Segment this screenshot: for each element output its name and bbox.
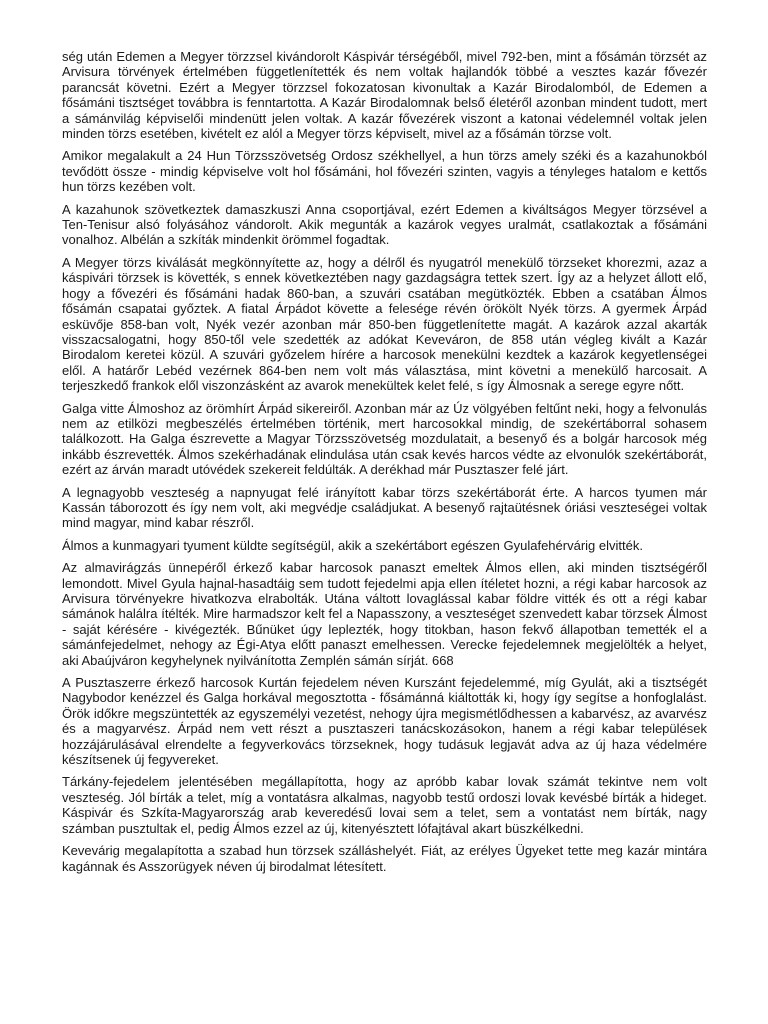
- paragraph: A Megyer törzs kiválását megkönnyítette az, hogy a délről és nyugatról menekülő törzseket khorezmi, azaz a káspivári törzsek is követték, s ennek következtében nagy gazdagságra tettek szert. Így az a helyzet állott elő, hogy a fővezéri és fősámáni hadak 860-ban, a szuvári csatában megütközték. Ebben a csatában Álmos fősámán csapatai győztek. A fiatal Árpádot követte a felesége révén örökölt Nyék törzs. A gyermek Árpád esküvője 858-ban volt, Nyék vezér azonban már 850-ben függetlenítette magát. A kazárok azzal akarták visszacsalogatni, hogy 850-től vele szedették az adókat Keveváron, de 858 után végleg kivált a Kazár Birodalom keretei közül. A szuvári győzelem hírére a harcosok menekülni kezdtek a kazárok kegyetlenségei elől. A határőr Lebéd vezérnek 864-ben nem volt más választása, mint követni a menekülő harcosait. A terjeszkedő frankok elől viszonzásként az avarok menekültek kelet felé, s így Álmosnak a serege egyre nőtt.: [62, 254, 707, 394]
- document-page: [62, 49, 707, 881]
- paragraph: Álmos a kunmagyari tyument küldte segítségül, akik a szekértábort egészen Gyulafehérvárig elvitték.: [62, 537, 643, 553]
- paragraph: A legnagyobb veszteség a napnyugat felé irányított kabar törzs szekértáborát érte. A harcos tyumen már Kassán táborozott és így nem volt, aki megvédje családjukat. A besenyő rajtaütésnek óriási veszteségei voltak mind magyar, mind kabar részről.: [62, 484, 707, 531]
- paragraph: Tárkány-fejedelem jelentésében megállapította, hogy az apróbb kabar lovak számát tekintve nem volt veszteség. Jól bírták a telet, míg a vontatásra alkalmas, nagyobb testű ordoszi lovak kevésbé bírták a hideget. Káspivár és Szkíta-Magyarország arab keveredésű lovai sem a telet, sem a vontatást nem bírták, nagy számban pusztultak el, pedig Álmos ezzel az új, kitenyésztett lófajtával akart büszkélkedni.: [62, 774, 707, 836]
- paragraph: Az almavirágzás ünnepéről érkező kabar harcosok panaszt emeltek Álmos ellen, aki minden tisztségéről lemondott. Mivel Gyula hajnal-hasadtáig sem tudott fejedelmi apja ellen ítéletet hozni, a régi kabar harcosok az Arvisura törvényekre hivatkozva elrabolták. Utána váltott lovaglással kabar földre vitték és ott a régi kabar sámánok halálra ítélték. Mire harmadszor kelt fel a Napasszony, a veszteséget szenvedett kabar törzsek Álmost - saját kérésére - kivégezték. Bűnüket úgy leplezték, hogy titokban, hason fekvő állapotban temették el a sámánfejedelmet, nehogy az Égi-Atya előtt panaszt emelhessen. Verecke fejedelemnek megjelölték a helyet, aki Abaújváron kegyhelynek nyilvánította Zemplén sámán sírját. 668: [62, 560, 707, 668]
- paragraph: ség után Edemen a Megyer törzzsel kivándorolt Káspivár térségéből, mivel 792-ben, mint a fősámán törzsét az Arvisura törvények értelmében függetlenítették és nem voltak hajlandók többé a vesztes kazár fővezér parancsát követni. Ezért a Megyer törzzsel fokozatosan kivonultak a Kazár Birodalomból, de Edemen a fősámáni tisztséget továbbra is fenntartotta. A Kazár Birodalomnak belső életéről azonban mindent tudott, mert a sámánvilág képviselői mindenütt jelen voltak. A kazár fővezérek viszont a katonai védelemnél voltak jelen minden törzs esetében, kivételt ez alól a Megyer törzs képviselt, mivel az a fősámán törzse volt.: [62, 49, 707, 142]
- paragraph: Kevevárig megalapította a szabad hun törzsek szálláshelyét. Fiát, az erélyes Ügyeket tette meg kazár mintára kagánnak és Asszorügyek néven új birodalmat létesített.: [62, 843, 707, 874]
- paragraph: A kazahunok szövetkeztek damaszkuszi Anna csoportjával, ezért Edemen a kiváltságos Megyer törzsével a Ten-Tenisur alsó folyásához vándorolt. Akik megunták a kazárok vegyes uralmát, csatlakoztak a fősámáni vonalhoz. Albélán a szkíták mindenkit örömmel fogadtak.: [62, 201, 707, 248]
- paragraph: A Pusztaszerre érkező harcosok Kurtán fejedelem néven Kurszánt fejedelemmé, míg Gyulát, aki a tisztségét Nagybodor kenézzel és Galga horkával megosztotta - fősámánná kiáltották ki, hogy így segítse a honfoglalást. Örök időkre megszüntették az egyszemélyi vezetést, nehogy újra megismétlődhessen a kabarvész, az avarvész és a magyarvész. Árpád nem vett részt a pusztaszeri tanácskozásokon, hanem a régi kabar települések hozzájárulásával elrendelte a fegyverkovács törzseknek, hogy tudásuk legjavát adva az új haza védelmére készítsenek új fegyvereket.: [62, 675, 707, 768]
- paragraph: Amikor megalakult a 24 Hun Törzsszövetség Ordosz székhellyel, a hun törzs amely széki és a kazahunokból tevődött össze - mindig képviselve volt hol fősámáni, hol fővezéri szinten, vagyis a tényleges hatalom e kettős hun törzs kezében volt.: [62, 148, 707, 195]
- paragraph: Galga vitte Álmoshoz az örömhírt Árpád sikereiről. Azonban már az Úz völgyében feltűnt neki, hogy a felvonulás nem az etilközi megbeszélés értelmében történik, mert harcosokkal mindig, de szekértáborral sohasem találkozott. Ha Galga észrevette a Magyar Törzsszövetség mozdulatait, a besenyő és a bolgár harcosok még inkább észrevették. Álmos szekérhadának elindulása után csak kevés harcos védte az elvonulók szekértáborát, ezért az árván maradt utóvédek szekereit feldúlták. A derékhad már Pusztaszer felé járt.: [62, 400, 707, 478]
